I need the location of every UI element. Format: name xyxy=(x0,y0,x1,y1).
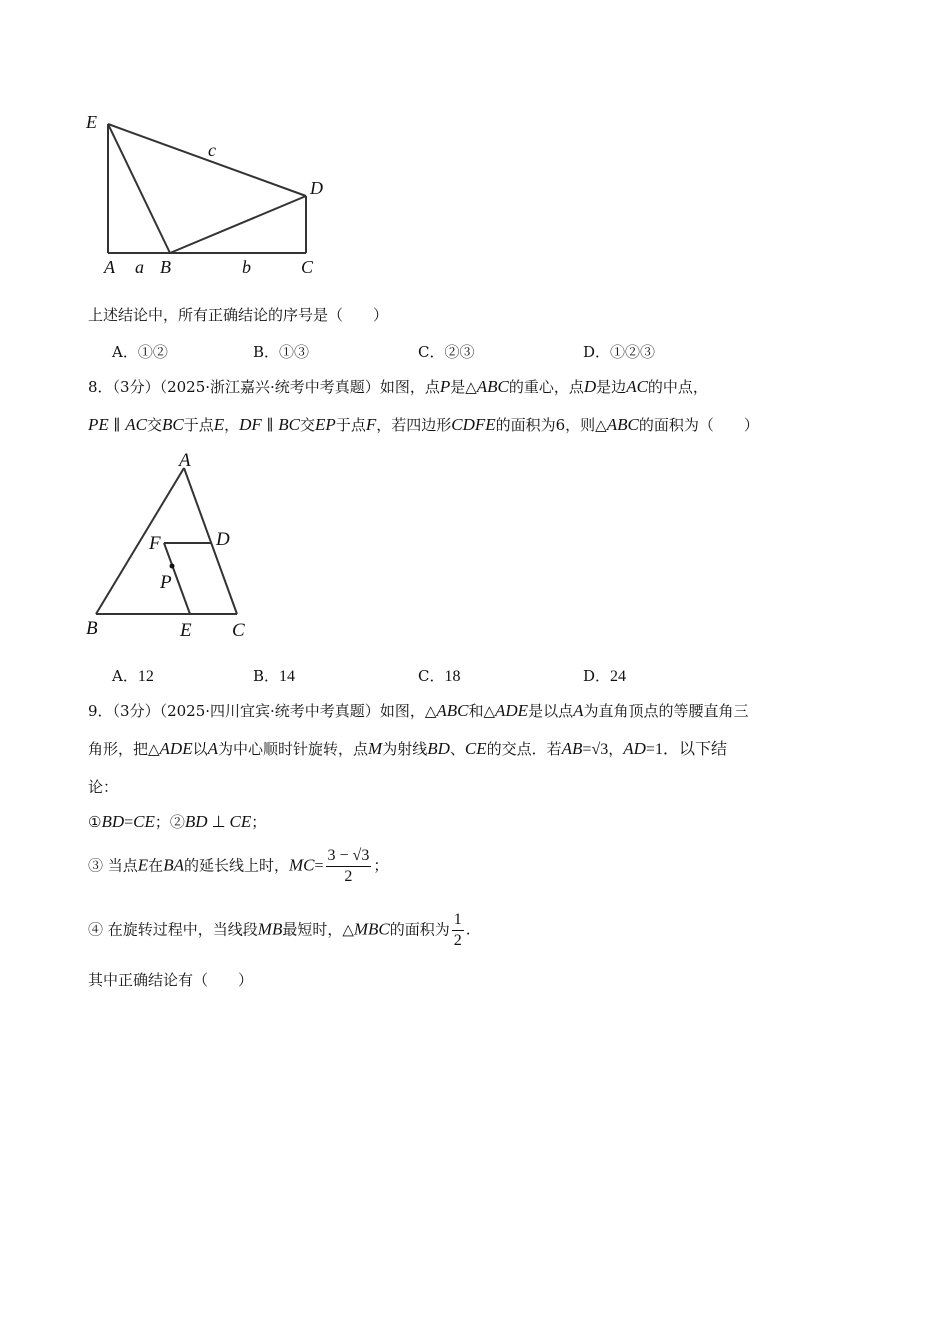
fig8-label-P: P xyxy=(160,572,172,593)
fig7-label-B: B xyxy=(160,257,171,277)
fraction-half: $\frac{1}{2}$ xyxy=(453,911,462,949)
q8-option-d: D．24 xyxy=(583,667,627,685)
sqrt3: √3 xyxy=(591,741,609,758)
q8-line2: PE ∥ AC交BC于点E，DF ∥ BC交EP于点F，若四边形CDFE的面积为6，则△ABC的面积为（ ） xyxy=(88,415,759,434)
q8-option-a: A．12 xyxy=(112,667,154,685)
q9-question: 其中正确结论有（ ） xyxy=(88,971,254,989)
q7-option-c: C．②③ xyxy=(418,343,475,361)
q7-option-d: D．①②③ xyxy=(583,343,656,361)
q9-conclusion-3: ③ 当点E在BA的延长线上时，MC= $\frac{3 - √3}{2}$ ； xyxy=(88,847,389,885)
q8-score: （3分） xyxy=(112,378,160,396)
q8-option-c: C．18 xyxy=(418,667,461,685)
point-p xyxy=(170,564,175,569)
q8-number: 8． xyxy=(88,378,113,396)
q7-prompt: 上述结论中，所有正确结论的序号是（ ） xyxy=(88,306,389,324)
q9-conclusion-4: ④ 在旋转过程中，当线段MB最短时，△MBC的面积为 $\frac{1}{2}$ . xyxy=(88,911,471,949)
fig7-label-C: C xyxy=(301,257,314,277)
fig7-label-b: b xyxy=(242,257,251,277)
figure-q7 xyxy=(80,105,340,285)
q9-line1: 9．（3分）（2025·四川宜宾·统考中考真题）如图，△ABC和△ADE是以点A为直角顶点的等腰直角三 xyxy=(88,701,749,720)
q9-source: （2025·四川宜宾·统考中考真题） xyxy=(159,702,380,720)
fig7-label-E: E xyxy=(86,112,97,132)
fig8-label-D: D xyxy=(216,529,230,550)
q9-line2: 角形，把△ADE以A为中心顺时针旋转，点M为射线BD、CE的交点．若AB=√3，AD=1．以下结 xyxy=(88,739,727,758)
q8-line1: 8．（3分）（2025·浙江嘉兴·统考中考真题）如图，点P是△ABC的重心，点D是边AC的中点， xyxy=(88,377,708,396)
fig7-label-a: a xyxy=(135,257,144,277)
fig8-label-F: F xyxy=(149,533,161,554)
q9-score: （3分） xyxy=(112,702,160,720)
fig7-label-c: c xyxy=(208,140,216,160)
figure-q8 xyxy=(80,445,260,645)
fig8-label-A: A xyxy=(179,450,191,471)
q9-number: 9． xyxy=(88,702,113,720)
q7-option-a: A．①② xyxy=(112,343,168,361)
q8-source: （2025·浙江嘉兴·统考中考真题） xyxy=(159,378,380,396)
q8-option-b: B．14 xyxy=(253,667,296,685)
q9-line3: 论： xyxy=(88,778,119,796)
fig7-label-A: A xyxy=(104,257,115,277)
fig7-label-D: D xyxy=(310,178,323,198)
fig8-label-C: C xyxy=(232,620,245,641)
q7-option-b: B．①③ xyxy=(253,343,310,361)
fraction-mc: $\frac{3 - √3}{2}$ xyxy=(327,847,370,885)
fig8-label-B: B xyxy=(86,618,98,639)
fig8-label-E: E xyxy=(180,620,192,641)
q9-conclusions-1-2: ①BD=CE；②BD ⊥ CE； xyxy=(88,812,267,831)
